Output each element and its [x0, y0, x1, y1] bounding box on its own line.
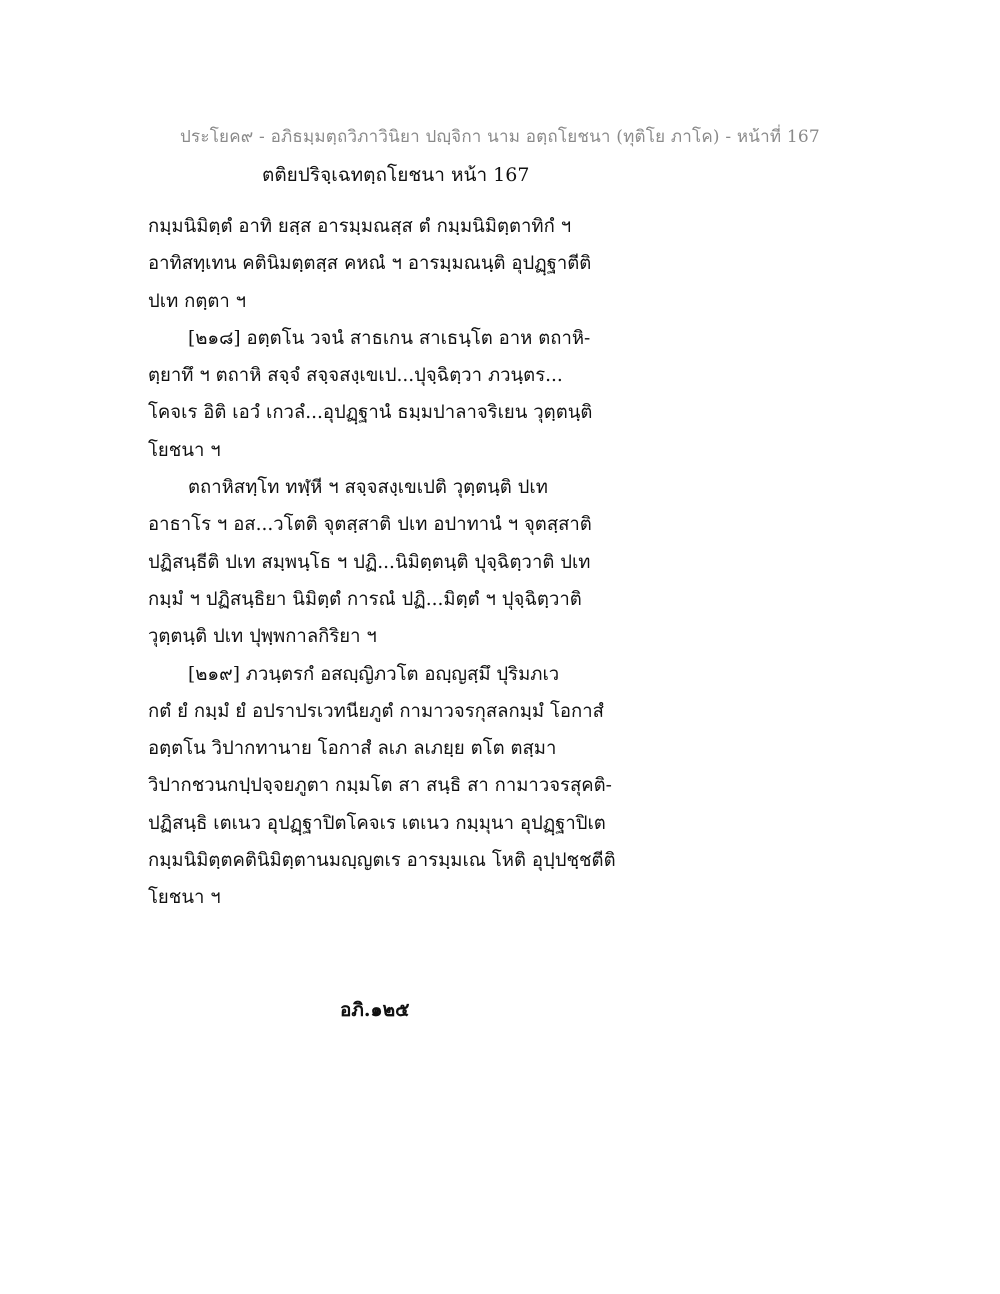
- paragraph-start: ตถาหิสทฺโท ทฬฺหี ฯ สจฺจสงฺเขเปติ วุตฺตนฺติ ปเท: [188, 477, 548, 499]
- page-reference: อภิ.๑๒๕: [340, 999, 410, 1021]
- text-line: ปเท กตฺตา ฯ: [148, 290, 247, 312]
- text-line: กตํ ยํ กมฺมํ ยํ อปราปรเวทนียภูตํ กามาวจรกุสลกมฺมํ โอกาสํ: [148, 700, 604, 722]
- text-line: อตฺตโน วิปากทานาย โอกาสํ ลเภ ลเภยฺย ตโต ตสฺมา: [148, 738, 557, 760]
- text-line: กมฺมนิมิตฺตคตินิมิตฺตานมญฺญตเร อารมฺมเณ โหติ อุปฺปชฺชตีติ: [148, 850, 616, 872]
- text-line: โยชนา ฯ: [148, 887, 221, 909]
- text-line: โคจเร อิติ เอวํ เกวลํ...อุปฏฺฐานํ ธมฺมปาลาจริเยน วุตฺตนฺติ: [148, 402, 593, 424]
- text-line: ปฏิสนฺธีติ ปเท สมฺพนฺโธ ฯ ปฏิ...นิมิตฺตนฺติ ปุจฺฉิตฺวาติ ปเท: [148, 551, 591, 573]
- text-line: โยชนา ฯ: [148, 439, 221, 461]
- body-text: [148, 208, 648, 917]
- text-line: กมฺมนิมิตฺตํ อาทิ ยสฺส อารมฺมณสฺส ตํ กมฺมนิมิตฺตาทิกํ ฯ: [148, 216, 572, 237]
- running-header: ประโยค๙ - อภิธมฺมตฺถวิภาวินิยา ปญฺจิกา นาม อตฺถโยชนา (ทุติโย ภาโค) - หน้าที่ 167: [180, 127, 820, 147]
- text-line: ตฺยาทึ ฯ ตถาหิ สจฺจํ สจฺจสงฺเขเป...ปุจฺฉิตฺวา ภวนฺตร...: [148, 365, 563, 387]
- text-line: วิปากชวนกปฺปจฺจยภูตา กมฺมโต สา สนฺธิ สา กามาวจรสุคติ-: [148, 775, 612, 797]
- text-line: กมฺมํ ฯ ปฏิสนฺธิยา นิมิตฺตํ การณํ ปฏิ...มิตฺตํ ฯ ปุจฺฉิตฺวาติ: [148, 588, 582, 610]
- section-title: ตติยปริจฺเฉทตฺถโยชนา หน้า 167: [262, 164, 530, 186]
- text-line: อาธาโร ฯ อส...วโตติ จุตสฺสาติ ปเท อปาทานํ ฯ จุตสฺสาติ: [148, 514, 592, 536]
- paragraph-219-start: [๒๑๙] ภวนฺตรกํ อสญฺญิภวโต อญฺญสฺมึ ปุริมภเว: [188, 663, 560, 685]
- text-line: อาทิสทฺเทน คตินิมตฺตสฺส คหณํ ฯ อารมฺมณนฺติ อุปฏฺฐาตีติ: [148, 253, 592, 275]
- text-line: ปฏิสนฺธิ เตเนว อุปฏฺฐาปิตโคจเร เตเนว กมฺมุนา อุปฏฺฐาปิเต: [148, 812, 606, 834]
- text-line: วุตฺตนฺติ ปเท ปุพฺพกาลกิริยา ฯ: [148, 626, 377, 648]
- paragraph-218-start: [๒๑๘] อตฺตโน วจนํ สาธเกน สาเธนฺโต อาห ตถาหิ-: [188, 327, 591, 349]
